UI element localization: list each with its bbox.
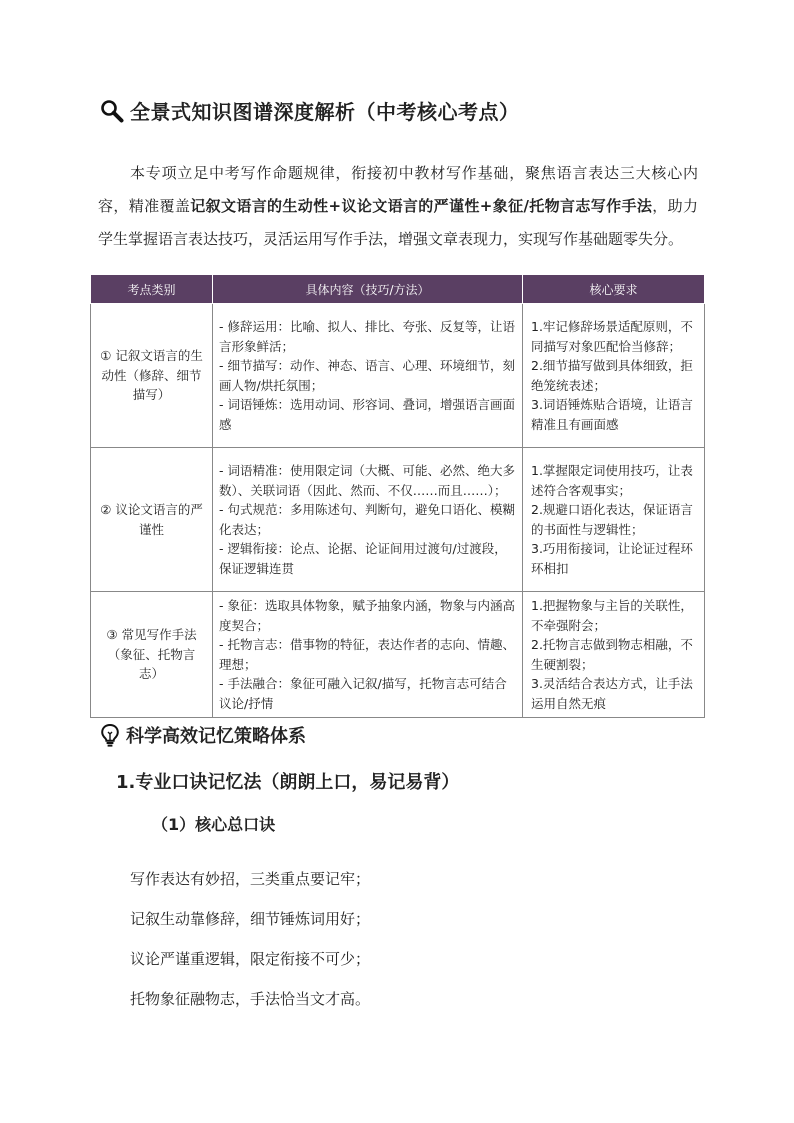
table-header-row bbox=[91, 275, 705, 304]
intro-text-a: 本专项立足中考写作命题规律，衔接初中教材写作基础，聚焦语言表达三大核心内容，精准覆盖 bbox=[98, 164, 698, 215]
content-line: - 句式规范：多用陈述句、判断句，避免口语化、模糊化表达； bbox=[219, 502, 515, 537]
requirement-line: 2.细节描写做到具体细致，拒绝笼统表述； bbox=[531, 358, 693, 393]
magnifier-icon bbox=[100, 99, 124, 123]
section-title: 全景式知识图谱深度解析（中考核心考点） bbox=[130, 100, 520, 124]
table-row bbox=[91, 592, 705, 718]
category-cell: ② 议论文语言的严谨性 bbox=[91, 448, 213, 592]
category-cell: ① 记叙文语言的生动性（修辞、细节描写） bbox=[91, 304, 213, 448]
content-line: - 修辞运用：比喻、拟人、排比、夸张、反复等，让语言形象鲜活； bbox=[219, 319, 515, 354]
content-cell bbox=[213, 448, 523, 592]
requirement-line: 3.词语锤炼贴合语境，让语言精准且有画面感 bbox=[531, 397, 693, 432]
category-cell: ③ 常见写作手法（象征、托物言志） bbox=[91, 592, 213, 718]
intro-paragraph bbox=[98, 157, 698, 256]
section-heading-memory bbox=[100, 722, 306, 748]
lightbulb-icon bbox=[100, 723, 120, 747]
mnemonic-poem bbox=[130, 868, 370, 1028]
poem-line: 议论严谨重逻辑，限定衔接不可少； bbox=[130, 950, 371, 968]
table-header-cell: 考点类别 bbox=[91, 275, 213, 304]
requirement-line: 1.掌握限定词使用技巧，让表述符合客观事实； bbox=[531, 463, 693, 498]
content-line: - 托物言志：借事物的特征，表达作者的志向、情趣、理想； bbox=[219, 637, 515, 672]
intro-text-b: ，助力学生掌握语言表达技巧，灵活运用写作手法，增强文章表现力，实现写作基础题零失分。 bbox=[98, 197, 698, 248]
requirement-cell bbox=[523, 448, 705, 592]
content-line: - 词语锤炼：选用动词、形容词、叠词，增强语言画面感 bbox=[219, 397, 515, 432]
table-row bbox=[91, 304, 705, 448]
content-line: - 手法融合：象征可融入记叙/描写，托物言志可结合议论/抒情 bbox=[219, 676, 507, 711]
content-cell bbox=[213, 592, 523, 718]
requirement-line: 3.灵活结合表达方式，让手法运用自然无痕 bbox=[531, 676, 693, 711]
content-line: - 象征：选取具体物象，赋予抽象内涵，物象与内涵高度契合； bbox=[219, 598, 515, 633]
subsubsection-title: （1）核心总口诀 bbox=[152, 815, 276, 834]
poem-line: 写作表达有妙招，三类重点要记牢； bbox=[130, 870, 371, 888]
poem-line: 记叙生动靠修辞，细节锤炼词用好； bbox=[130, 910, 371, 928]
table-header-cell: 具体内容（技巧/方法） bbox=[213, 275, 523, 304]
requirement-line: 2.托物言志做到物志相融，不生硬割裂； bbox=[531, 637, 693, 672]
table-row bbox=[91, 448, 705, 592]
section-heading-knowledge-map bbox=[100, 96, 520, 125]
requirement-line: 2.规避口语化表达，保证语言的书面性与逻辑性； bbox=[531, 502, 693, 537]
poem-line: 托物象征融物志，手法恰当文才高。 bbox=[130, 990, 371, 1008]
requirement-line: 1.把握物象与主旨的关联性，不牵强附会； bbox=[531, 598, 693, 633]
content-line: - 逻辑衔接：论点、论据、论证间用过渡句/过渡段，保证逻辑连贯 bbox=[219, 541, 507, 576]
subsection-title: 1.专业口诀记忆法（朗朗上口，易记易背） bbox=[116, 772, 460, 793]
table-header-cell: 核心要求 bbox=[523, 275, 705, 304]
requirement-line: 1.牢记修辞场景适配原则，不同描写对象匹配恰当修辞； bbox=[531, 319, 693, 354]
intro-text-bold: 记叙文语言的生动性+议论文语言的严谨性+象征/托物言志写作手法 bbox=[190, 197, 653, 215]
content-cell bbox=[213, 304, 523, 448]
requirement-cell bbox=[523, 592, 705, 718]
exam-points-table bbox=[90, 274, 705, 718]
requirement-line: 3.巧用衔接词，让论证过程环环相扣 bbox=[531, 541, 693, 576]
requirement-cell bbox=[523, 304, 705, 448]
content-line: - 词语精准：使用限定词（大概、可能、必然、绝大多数）、关联词语（因此、然而、不仅……而且……）； bbox=[219, 463, 515, 498]
section-title: 科学高效记忆策略体系 bbox=[126, 726, 306, 747]
content-line: - 细节描写：动作、神态、语言、心理、环境细节，刻画人物/烘托氛围； bbox=[219, 358, 515, 393]
